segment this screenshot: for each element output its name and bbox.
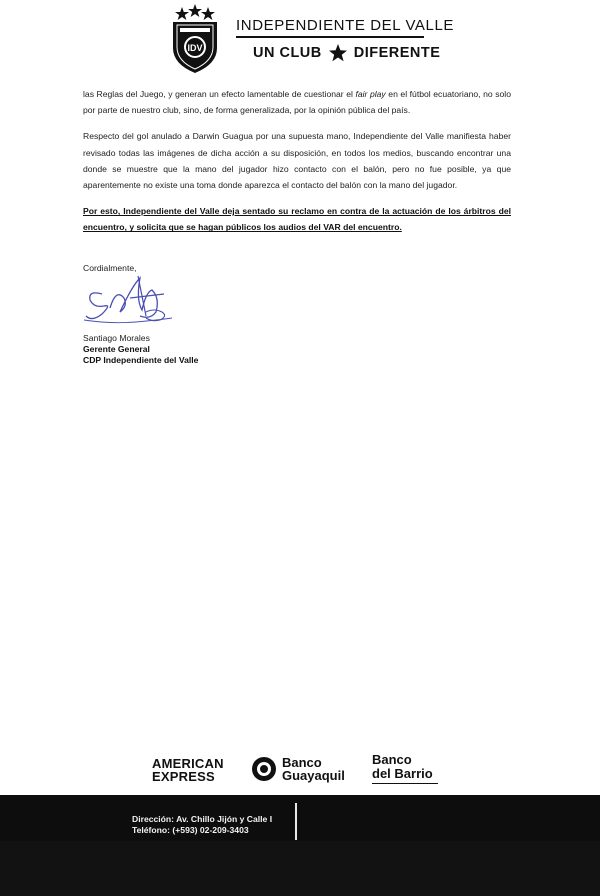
paragraph-1-text-b: en el fútbol ecuatoriano, no solo por parte de nuestro club, sino, de forma generalizada, por la opinión pública del país. (83, 89, 511, 116)
paragraph-annulled-goal: Respecto del gol anulado a Darwin Guagua por una supuesta mano, Independiente del Valle manifiesta haber revisado todas las imágenes de dicha acción a su disposición, en todos los medios, buscando encontrar una donde se muestre que la mano del jugador hizo contacto con el balón, pero no fue posible, ya que aparentemente no existe una toma donde aparezca el contacto del balón con la mano del jugador. (83, 131, 511, 191)
tagline-right: DIFERENTE (353, 45, 441, 61)
letterhead (0, 2, 600, 76)
club-name: INDEPENDIENTE DEL VALLE (236, 17, 455, 34)
address: Dirección: Av. Chillo Jijón y Calle I (132, 814, 273, 824)
guayaquil-line-1: Banco (282, 755, 322, 770)
club-tagline (253, 43, 440, 63)
fair-play-term: fair play (355, 89, 386, 99)
letter-body (83, 86, 511, 246)
paragraph-1-text-a: las Reglas del Juego, y generan un efecto lamentable de cuestionar el (83, 89, 356, 99)
amex-line-1: AMERICAN (152, 756, 224, 771)
banco-guayaquil-logo (282, 756, 345, 782)
signature-icon (80, 268, 180, 338)
star-icon (328, 43, 348, 63)
footer-divider (295, 803, 297, 840)
banco-del-barrio-logo (372, 753, 433, 780)
footer (0, 795, 600, 896)
amex-line-2: EXPRESS (152, 768, 215, 784)
signer-title: Gerente General (83, 344, 150, 354)
sponsor-bar (0, 748, 600, 788)
barrio-line-1: Banco (372, 752, 412, 767)
footer-band (0, 841, 600, 896)
american-express-logo (152, 758, 224, 783)
crest-letters: IDV (187, 43, 203, 53)
signer-organization: CDP Independiente del Valle (83, 355, 199, 365)
guayaquil-line-2: Guayaquil (282, 768, 345, 783)
contact-info (132, 814, 272, 836)
banco-guayaquil-icon (250, 755, 278, 783)
barrio-line-2: del Barrio (372, 765, 433, 781)
tagline-left: UN CLUB (253, 45, 322, 61)
club-crest-icon (168, 4, 222, 74)
barrio-underline (372, 783, 438, 784)
header-rule (236, 36, 424, 38)
signer-name: Santiago Morales (83, 333, 150, 343)
paragraph-claim: Por esto, Independiente del Valle deja sentado su reclamo en contra de la actuación de los árbitros del encuentro, y solicita que se hagan públicos los audios del VAR del encuentro. (83, 206, 511, 233)
paragraph-fair-play (83, 86, 511, 118)
phone: Teléfono: (+593) 02-209-3403 (132, 825, 249, 835)
closing-salutation: Cordialmente, (83, 263, 137, 273)
signer-block (83, 333, 198, 366)
